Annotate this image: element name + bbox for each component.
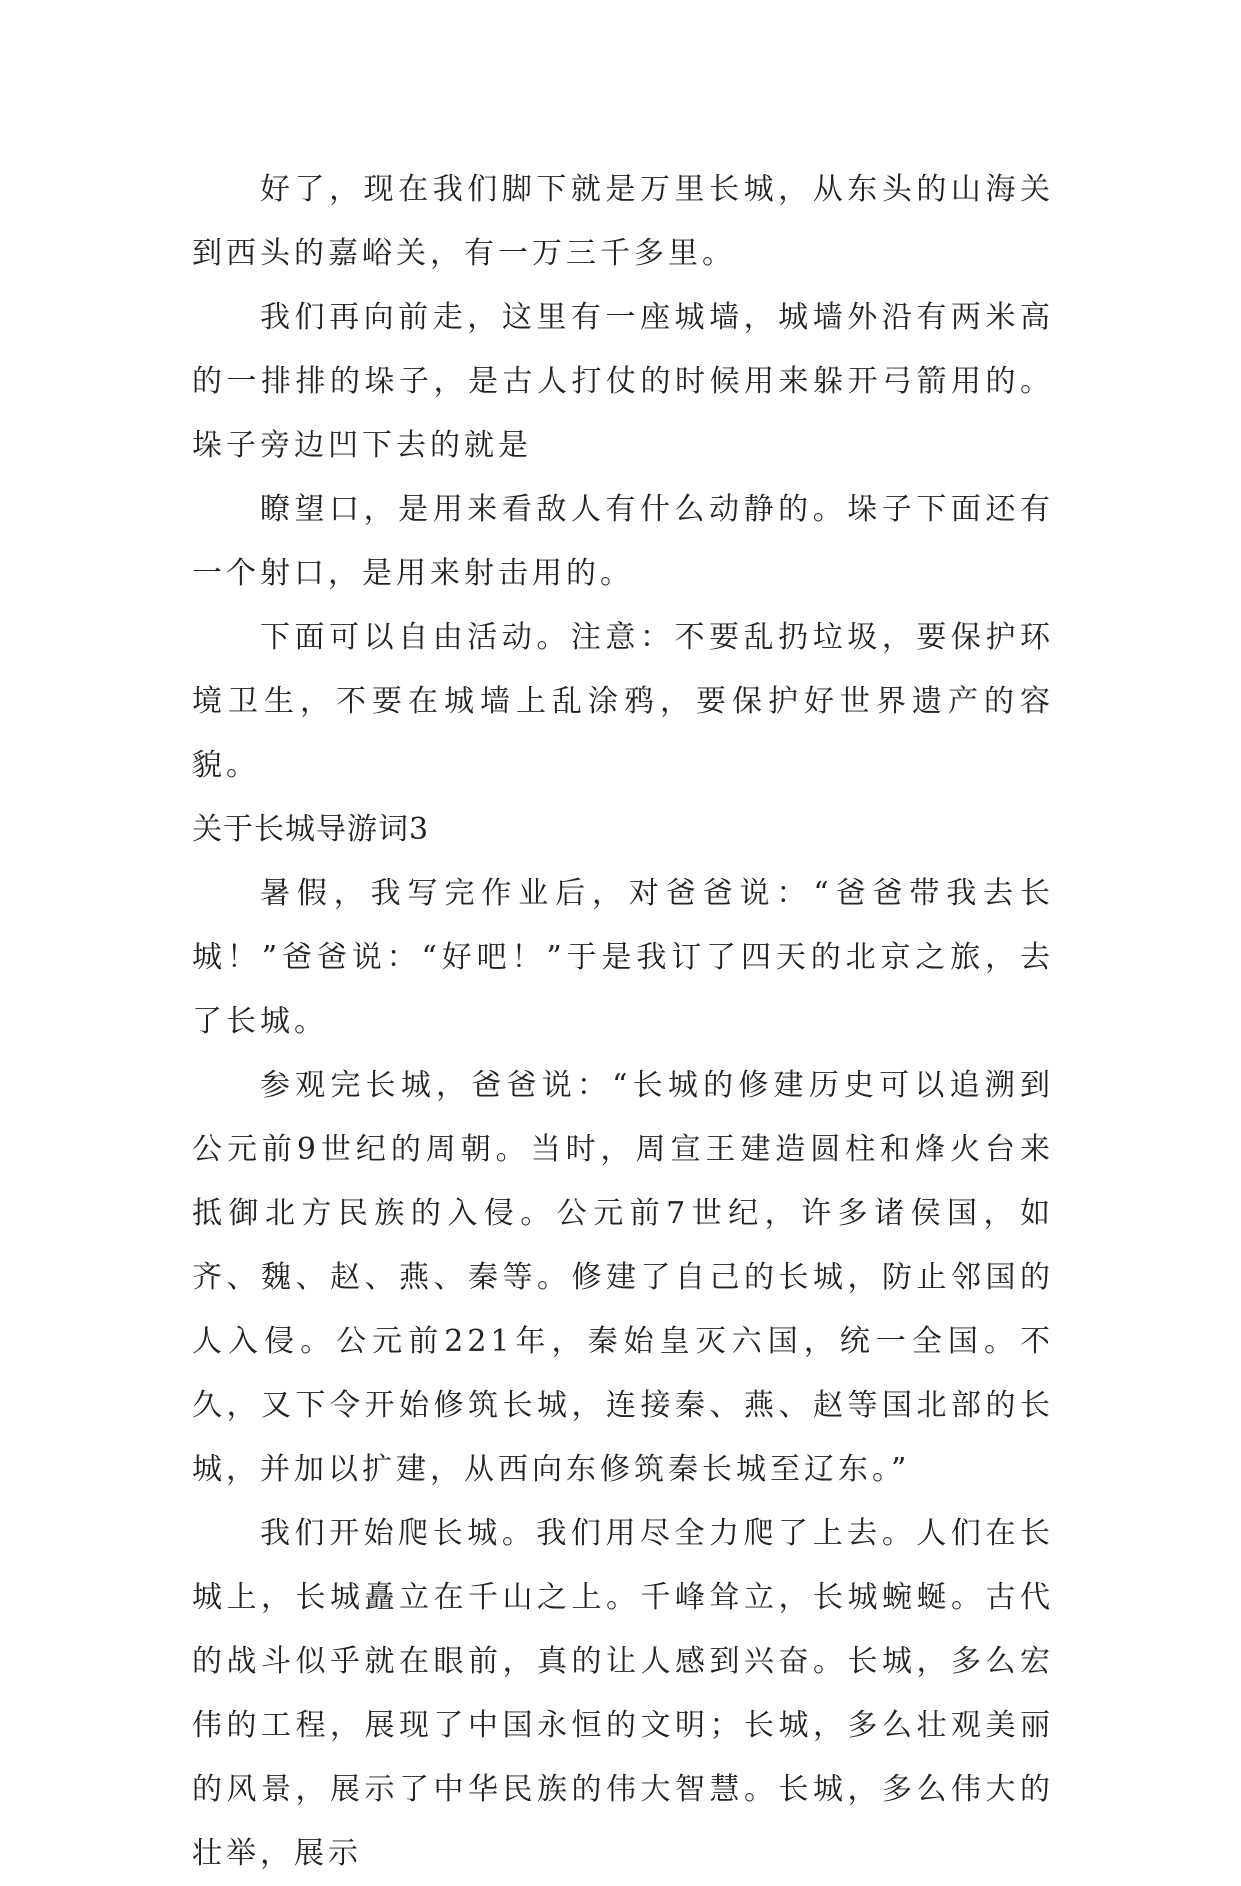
paragraph: 瞭望口，是用来看敌人有什么动静的。垛子下面还有一个射口，是用来射击用的。 [192, 492, 1054, 591]
paragraph: 好了，现在我们脚下就是万里长城，从东头的山海关到西头的嘉峪关，有一万三千多里。 [192, 172, 1054, 271]
paragraph: 暑假，我写完作业后，对爸爸说：“爸爸带我去长城！”爸爸说：“好吧！”于是我订了四天的北京之旅，去了长城。 [192, 876, 1054, 1039]
paragraph: 下面可以自由活动。注意：不要乱扔垃圾，要保护环境卫生，不要在城墙上乱涂鸦，要保护好世界遗产的容貌。 [192, 620, 1054, 783]
paragraph: 我们再向前走，这里有一座城墙，城墙外沿有两米高的一排排的垛子，是古人打仗的时候用来躲开弓箭用的。垛子旁边凹下去的就是 [192, 300, 1054, 463]
section-heading: 关于长城导游词3 [192, 812, 430, 847]
document-body [192, 158, 1054, 1886]
paragraph: 我们开始爬长城。我们用尽全力爬了上去。人们在长城上，长城矗立在千山之上。千峰耸立，长城蜿蜒。古代的战斗似乎就在眼前，真的让人感到兴奋。长城，多么宏伟的工程，展现了中国永恒的文明；长城，多么壮观美丽的风景，展示了中华民族的伟大智慧。长城，多么伟大的壮举，展示 [192, 1516, 1054, 1871]
paragraph: 参观完长城，爸爸说：“长城的修建历史可以追溯到公元前9世纪的周朝。当时，周宣王建造圆柱和烽火台来抵御北方民族的入侵。公元前7世纪，许多诸侯国，如齐、魏、赵、燕、秦等。修建了自己的长城，防止邻国的人入侵。公元前221年，秦始皇灭六国，统一全国。不久，又下令开始修筑长城，连接秦、燕、赵等国北部的长城，并加以扩建，从西向东修筑秦长城至辽东。” [192, 1068, 1054, 1487]
